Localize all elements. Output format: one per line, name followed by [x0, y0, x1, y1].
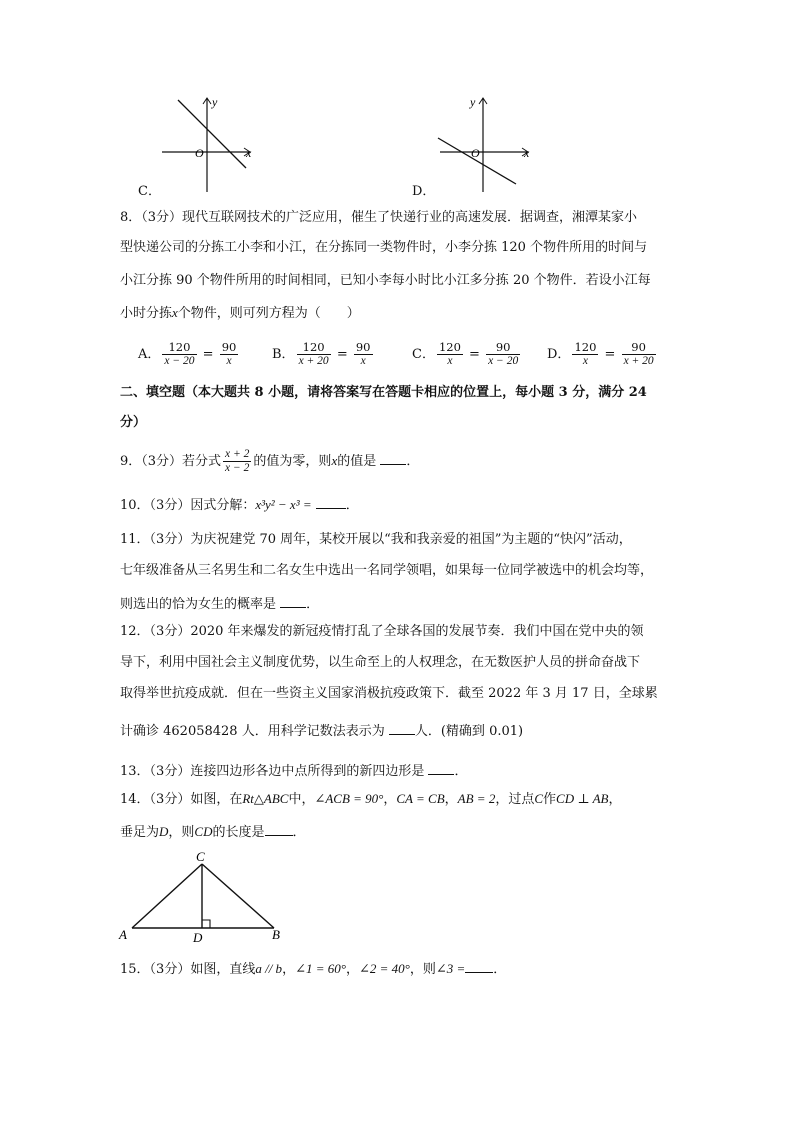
q8-line-3: 小江分拣 90 个物件所用的时间相同，已知小李每小时比小江多分拣 20 个物件．若设小江每 — [120, 273, 651, 288]
graph-c-x-label: x — [246, 146, 252, 160]
q9: 9．（3分）若分式 $\frac{x + 2}{x - 2}$ 的值为零，则x的值是 ． — [120, 448, 420, 474]
q9-answer-blank[interactable] — [380, 451, 406, 465]
q10-answer-blank[interactable] — [316, 495, 346, 509]
q13-answer-blank[interactable] — [428, 761, 454, 775]
graph-c-origin-label: O — [195, 146, 204, 160]
graph-c-y-label: y — [212, 95, 218, 109]
section-2-heading-line-1: 二、填空题（本大题共 8 小题，请将答案写在答题卡相应的位置上，每小题 3 分，满分 24 — [120, 385, 647, 400]
q12-line-2: 导下，利用中国社会主义制度优势，以生命至上的人权理念，在无数医护人员的拼命奋战下 — [120, 655, 641, 670]
graph-c-option-label: C． — [138, 184, 161, 199]
q8-line-4 — [120, 305, 360, 322]
q12-line-4: 计确诊 462058428 人．用科学记数法表示为 人．(精确到 0.01) — [120, 721, 523, 740]
q11-line-3: 则选出的恰为女生的概率是 ． — [120, 594, 319, 613]
vertex-a-label: A — [119, 927, 127, 942]
vertex-b-label: B — [272, 927, 280, 942]
q12-line-1: 12．（3分）2020 年来爆发的新冠疫情打乱了全球各国的发展节奏．我们中国在党中央的领 — [120, 624, 644, 639]
graph-d-x-label: x — [524, 146, 530, 160]
graph-d-option-label: D． — [412, 184, 436, 199]
graph-d — [428, 92, 548, 194]
q14-line-2: 垂足为D，则CD的长度是 ． — [120, 824, 306, 840]
triangle-figure — [114, 846, 294, 946]
q11-line-1: 11．（3分）为庆祝建党 70 周年，某校开展以“我和我亲爱的祖国”为主题的“快闪”活动， — [120, 532, 632, 547]
graph-d-origin-label: O — [471, 146, 480, 160]
q15-answer-blank[interactable] — [465, 959, 493, 973]
q10: 10．（3分）因式分解：x³y² − x³ = ． — [120, 497, 359, 513]
q14-answer-blank[interactable] — [265, 822, 293, 836]
graph-c — [150, 92, 270, 194]
q8-line-2: 型快递公司的分拣工小李和小江，在分拣同一类物件时，小李分拣 120 个物件所用的时间与 — [120, 240, 648, 255]
q12-line-3: 取得举世抗疫成就．但在一些资主义国家消极抗疫政策下．截至 2022 年 3 月 17 日，全球累 — [120, 686, 658, 701]
vertex-c-label: C — [196, 849, 205, 864]
q14-line-1: 14．（3分）如图，在Rt△ABC中，∠ACB = 90°，CA = CB，AB = 2，过点C作CD ⊥ AB， — [120, 791, 622, 807]
q8-line-1: 8．（3分）现代互联网技术的广泛应用，催生了快递行业的高速发展．据调查，湘潭某家小 — [120, 210, 638, 225]
q8-line-4-rest: 个物件，则可列方程为（ ） — [177, 306, 360, 321]
point-d-label: D — [193, 930, 203, 945]
q8-variable: x — [172, 305, 178, 320]
graph-d-y-label: y — [470, 95, 476, 109]
q8-option-d[interactable]: D． $\frac{120}{x}$ = $\frac{90}{x + 20}$ — [547, 340, 654, 367]
q8-option-b[interactable]: B． $\frac{120}{x + 20}$ = $\frac{90}{x}$ — [272, 340, 371, 367]
q8-option-c[interactable]: C． $\frac{120}{x}$ = $\frac{90}{x - 20}$ — [412, 340, 519, 367]
q11-line-2: 七年级准备从三名男生和二名女生中选出一名同学领唱，如果每一位同学被选中的机会均等， — [120, 563, 654, 578]
q11-answer-blank[interactable] — [280, 594, 306, 608]
q8-line-4-text: 小时分拣 — [120, 306, 173, 321]
q15: 15．（3分）如图，直线a // b，∠1 = 60°，∠2 = 40°，则∠3 = ． — [120, 961, 507, 977]
section-2-heading-line-2: 分） — [120, 415, 147, 430]
q13: 13．（3分）连接四边形各边中点所得到的新四边形是 ． — [120, 761, 467, 780]
q12-answer-blank[interactable] — [389, 721, 415, 735]
q8-option-a[interactable]: A． $\frac{120}{x - 20}$ = $\frac{90}{x}$ — [138, 340, 237, 367]
